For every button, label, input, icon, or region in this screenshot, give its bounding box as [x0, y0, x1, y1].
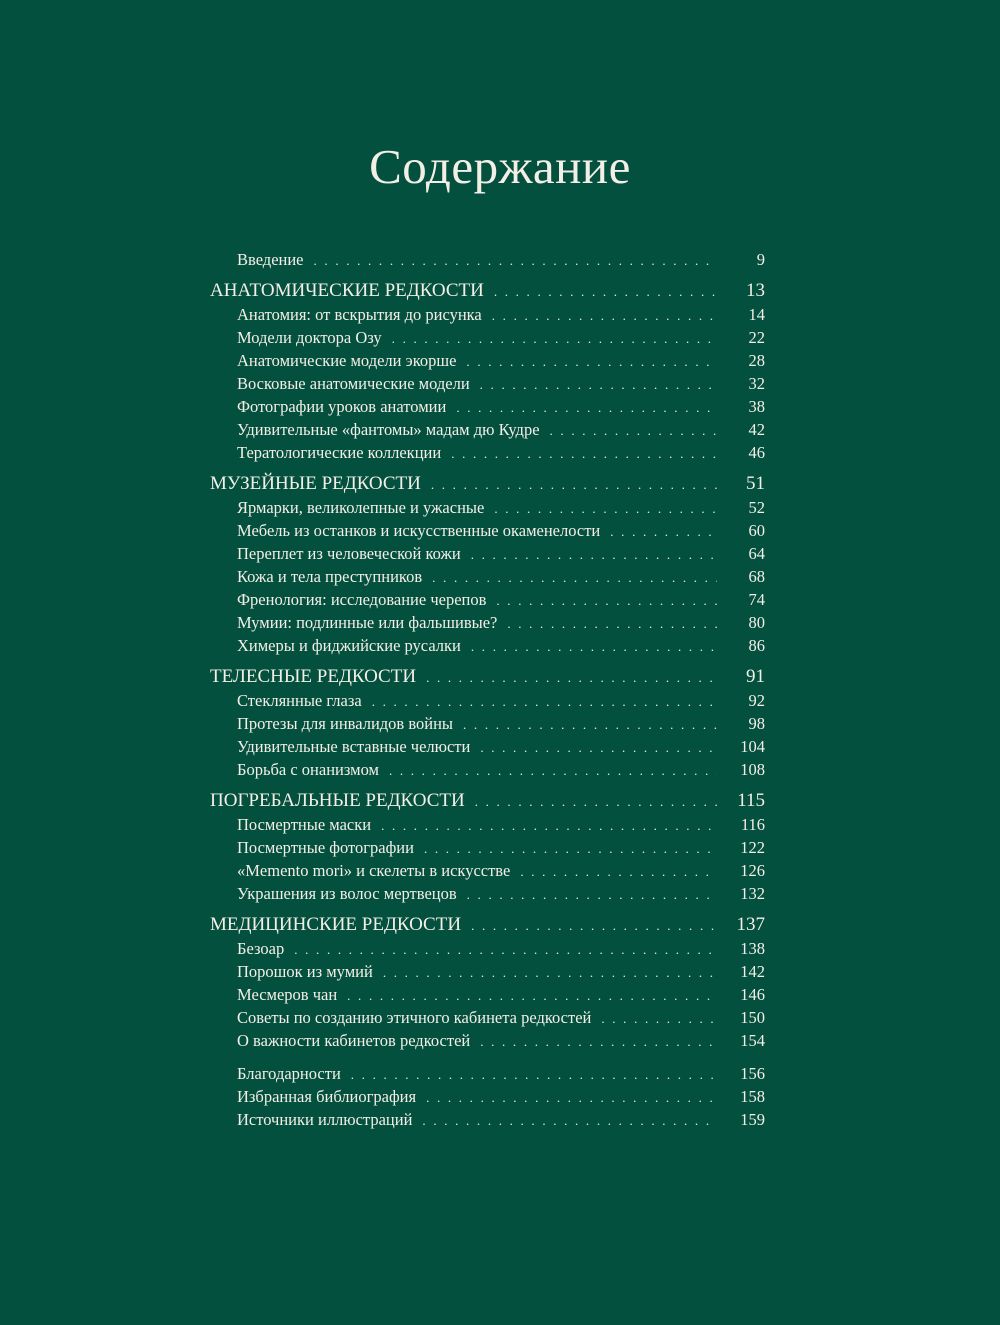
- toc-entry[interactable]: [210, 689, 765, 712]
- dot-leader: [383, 961, 717, 984]
- dot-leader: [496, 589, 717, 612]
- toc-page-number: 68: [748, 567, 765, 586]
- toc-entry-label: Советы по созданию этичного кабинета редкостей: [237, 1008, 592, 1027]
- dot-leader: [480, 373, 717, 396]
- dot-leader: [294, 938, 717, 961]
- dot-leader: [372, 690, 717, 713]
- toc-entry[interactable]: [210, 882, 765, 905]
- dot-leader: [389, 759, 717, 782]
- toc-entry[interactable]: [210, 634, 765, 657]
- toc-page-number: 126: [740, 861, 765, 880]
- toc-entry[interactable]: [210, 565, 765, 588]
- toc-entry-label: Переплет из человеческой кожи: [237, 544, 461, 563]
- toc-page-number: 92: [748, 691, 765, 710]
- toc-page-number: 52: [748, 498, 765, 517]
- toc-entry[interactable]: [210, 758, 765, 781]
- toc-entry-intro[interactable]: [210, 248, 765, 271]
- dot-leader: [314, 249, 717, 272]
- toc-entry[interactable]: [210, 712, 765, 735]
- dot-leader: [550, 419, 717, 442]
- page-title: Содержание: [369, 139, 631, 194]
- toc-entry-label: Анатомия: от вскрытия до рисунка: [237, 305, 482, 324]
- toc-entry-label: МУЗЕЙНЫЕ РЕДКОСТИ: [210, 473, 421, 494]
- toc-entry-label: Мумии: подлинные или фальшивые?: [237, 613, 498, 632]
- toc-section-group: [210, 664, 765, 781]
- toc-back-entry[interactable]: [210, 1062, 765, 1085]
- toc-entry-label: Источники иллюстраций: [237, 1110, 413, 1129]
- toc-entry-label: ПОГРЕБАЛЬНЫЕ РЕДКОСТИ: [210, 790, 465, 811]
- dot-leader: [466, 350, 717, 373]
- toc-entry-label: «Memento mori» и скелеты в искусстве: [237, 861, 511, 880]
- toc-page-number: 137: [736, 914, 765, 935]
- toc-entry[interactable]: [210, 303, 765, 326]
- toc-entry[interactable]: [210, 611, 765, 634]
- toc-page-number: 150: [740, 1008, 765, 1027]
- toc-entry-label: Месмеров чан: [237, 985, 338, 1004]
- toc-page-number: 14: [748, 305, 765, 324]
- toc-entry-label: МЕДИЦИНСКИЕ РЕДКОСТИ: [210, 914, 462, 935]
- toc-page-number: 46: [748, 443, 765, 462]
- toc-entry[interactable]: [210, 542, 765, 565]
- dot-leader: [381, 814, 717, 837]
- toc-page-number: 74: [748, 590, 765, 609]
- toc-section-group: [210, 912, 765, 1052]
- toc-entry-label: Протезы для инвалидов войны: [237, 714, 454, 733]
- toc-page-number: 42: [748, 420, 765, 439]
- toc-section-group: [210, 471, 765, 657]
- toc-section-heading[interactable]: [210, 664, 765, 689]
- toc-page-number: 159: [740, 1110, 765, 1129]
- toc-page-number: 158: [740, 1087, 765, 1106]
- toc-entry-label: Безоар: [237, 939, 285, 958]
- toc-page-number: 98: [748, 714, 765, 733]
- toc-entry-label: Посмертные фотографии: [237, 838, 414, 857]
- toc-section-group: [210, 278, 765, 464]
- dot-leader: [494, 497, 717, 520]
- toc-page-number: 104: [740, 737, 765, 756]
- dot-leader: [471, 913, 717, 938]
- toc-page-number: 13: [746, 280, 765, 301]
- toc-entry[interactable]: [210, 418, 765, 441]
- dot-leader: [507, 612, 717, 635]
- toc-entry[interactable]: [210, 960, 765, 983]
- toc-entry[interactable]: [210, 937, 765, 960]
- toc-entry[interactable]: [210, 588, 765, 611]
- toc-entry-label: Модели доктора Озу: [237, 328, 382, 347]
- dot-leader: [471, 543, 717, 566]
- dot-leader: [520, 860, 717, 883]
- toc-page-number: 156: [740, 1064, 765, 1083]
- dot-leader: [424, 837, 717, 860]
- toc-entry[interactable]: [210, 372, 765, 395]
- toc-section-heading[interactable]: [210, 471, 765, 496]
- dot-leader: [351, 1063, 717, 1086]
- toc-page-number: 22: [748, 328, 765, 347]
- dot-leader: [422, 1109, 717, 1132]
- toc-entry-label: Стеклянные глаза: [237, 691, 362, 710]
- toc-page-number: 122: [740, 838, 765, 857]
- toc-entry[interactable]: [210, 441, 765, 464]
- toc-entry-label: Тератологические коллекции: [237, 443, 442, 462]
- toc-back-entry[interactable]: [210, 1085, 765, 1108]
- dot-leader: [426, 1086, 717, 1109]
- toc-section-heading[interactable]: [210, 788, 765, 813]
- dot-leader: [431, 472, 717, 497]
- toc-entry-label: Фотографии уроков анатомии: [237, 397, 447, 416]
- toc-sections: [210, 278, 765, 1052]
- toc-page-number: 86: [748, 636, 765, 655]
- dot-leader: [492, 304, 717, 327]
- toc-entry-label: Кожа и тела преступников: [237, 567, 423, 586]
- toc-entry[interactable]: [210, 813, 765, 836]
- toc-entry-label: Посмертные маски: [237, 815, 372, 834]
- dot-leader: [426, 665, 717, 690]
- toc-page-number: 108: [740, 760, 765, 779]
- toc-entry-label: Введение: [237, 250, 304, 269]
- toc-back-entry[interactable]: [210, 1108, 765, 1131]
- toc-page-number: 142: [740, 962, 765, 981]
- toc-page-number: 38: [748, 397, 765, 416]
- toc-page-number: 9: [756, 250, 765, 269]
- dot-leader: [480, 1030, 717, 1053]
- toc-back-matter: [210, 1062, 765, 1131]
- toc-page-number: 132: [740, 884, 765, 903]
- toc-entry[interactable]: [210, 349, 765, 372]
- toc-entry-label: Восковые анатомические модели: [237, 374, 470, 393]
- dot-leader: [432, 566, 717, 589]
- dot-leader: [451, 442, 717, 465]
- toc-page-number: 91: [746, 666, 765, 687]
- toc-entry-label: Анатомические модели экорше: [237, 351, 457, 370]
- dot-leader: [471, 635, 717, 658]
- dot-leader: [601, 1007, 717, 1030]
- toc-section-group: [210, 788, 765, 905]
- table-of-contents: [210, 248, 765, 1131]
- dot-leader: [456, 396, 717, 419]
- dot-leader: [475, 789, 717, 814]
- toc-entry-label: Украшения из волос мертвецов: [237, 884, 457, 903]
- dot-leader: [392, 327, 717, 350]
- toc-entry[interactable]: [210, 519, 765, 542]
- dot-leader: [494, 279, 717, 304]
- dot-leader: [347, 984, 717, 1007]
- toc-entry-label: ТЕЛЕСНЫЕ РЕДКОСТИ: [210, 666, 417, 687]
- toc-section-heading[interactable]: [210, 278, 765, 303]
- toc-page-number: 138: [740, 939, 765, 958]
- toc-entry-label: Порошок из мумий: [237, 962, 373, 981]
- toc-entry[interactable]: [210, 1006, 765, 1029]
- toc-page-number: 115: [737, 790, 765, 811]
- toc-entry-label: АНАТОМИЧЕСКИЕ РЕДКОСТИ: [210, 280, 484, 301]
- toc-entry-label: Химеры и фиджийские русалки: [237, 636, 461, 655]
- dot-leader: [480, 736, 717, 759]
- dot-leader: [610, 520, 717, 543]
- toc-page-number: 28: [748, 351, 765, 370]
- toc-page-number: 60: [748, 521, 765, 540]
- toc-entry[interactable]: [210, 326, 765, 349]
- toc-entry-label: Мебель из останков и искусственные окаменелости: [237, 521, 601, 540]
- toc-entry[interactable]: [210, 859, 765, 882]
- toc-page-number: 116: [740, 815, 765, 834]
- toc-entry[interactable]: [210, 496, 765, 519]
- toc-entry-label: Избранная библиография: [237, 1087, 417, 1106]
- toc-entry[interactable]: [210, 1029, 765, 1052]
- toc-entry-label: Борьба с онанизмом: [237, 760, 379, 779]
- toc-entry[interactable]: [210, 735, 765, 758]
- toc-page-number: 32: [748, 374, 765, 393]
- toc-entry[interactable]: [210, 395, 765, 418]
- dot-leader: [467, 883, 717, 906]
- toc-entry-label: Удивительные вставные челюсти: [237, 737, 471, 756]
- toc-section-heading[interactable]: [210, 912, 765, 937]
- toc-page-number: 51: [746, 473, 765, 494]
- toc-entry[interactable]: [210, 983, 765, 1006]
- toc-entry-label: Удивительные «фантомы» мадам дю Кудре: [237, 420, 540, 439]
- toc-page-number: 146: [740, 985, 765, 1004]
- toc-page-number: 80: [748, 613, 765, 632]
- toc-entry-label: Ярмарки, великолепные и ужасные: [237, 498, 485, 517]
- toc-page-number: 154: [740, 1031, 765, 1050]
- dot-leader: [463, 713, 717, 736]
- toc-entry-label: Френология: исследование черепов: [237, 590, 487, 609]
- toc-entry[interactable]: [210, 836, 765, 859]
- toc-entry-label: Благодарности: [237, 1064, 341, 1083]
- toc-page-number: 64: [748, 544, 765, 563]
- toc-entry-label: О важности кабинетов редкостей: [237, 1031, 471, 1050]
